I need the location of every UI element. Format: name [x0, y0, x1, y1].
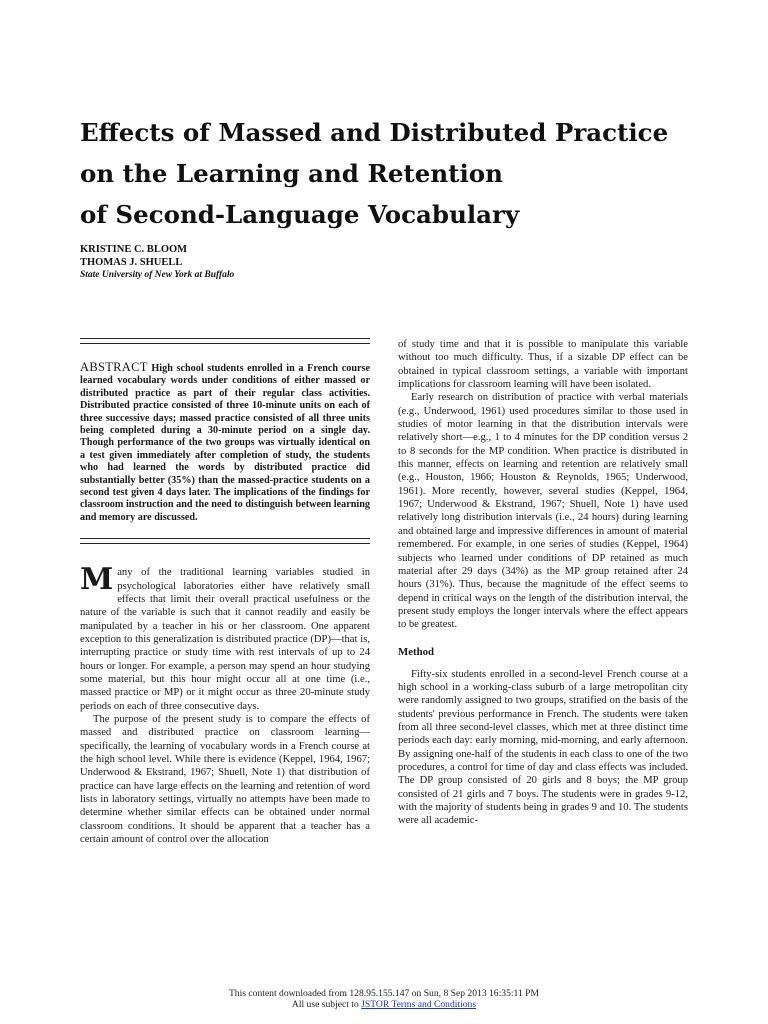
body-paragraph: of study time and that it is possible to manipulate this variable without too much difficulty. Thus, if a sizable DP effect can be obtained in typical classroom settings, a variable with important implications for classroom learning will have been isolated.	[398, 339, 688, 391]
terms-line	[0, 999, 768, 1010]
article-title	[80, 112, 720, 235]
abstract-top-rule	[80, 338, 370, 344]
body-paragraph: The purpose of the present study is to compare the effects of massed and distributed practice on classroom learning—specifically, the learning of vocabulary words in a French course at the high school level. While there is evidence (Keppel, 1964, 1967; Underwood & Ekstrand, 1967; Shuell, Note 1) that distribution of practice can have large effects on the learning and retention of word lists in laboratory settings, virtually no attempts have been made to determine whether similar effects can be obtained under normal classroom conditions. It should be apparent that a teacher has a certain amount of control over the allocation	[80, 714, 370, 846]
body-paragraph: Early research on distribution of practice with verbal materials (e.g., Underwood, 1961) used procedures similar to those used in studies of motor learning in that the distribution intervals were relatively short—e.g., 1 to 4 minutes for the DP condition versus 2 to 8 seconds for the MP condition. When practice is distributed in this manner, effects on learning and retention are relatively small (e.g., Houston, 1966; Houston & Reynolds, 1965; Underwood, 1961). More recently, however, several studies (Keppel, 1964, 1967; Underwood & Ekstrand, 1967; Shuell, Note 1) have used relatively long distribution intervals (i.e., 24 hours) during learning and obtained large and impressive differences in amount of material remembered. For example, in one series of studies (Keppel, 1964) subjects who learned under conditions of DP retained as much material after 29 days (34%) as the MP group retained after 24 hours (31%). Thus, because the magnitude of the effect seems to depend in critical ways on the length of the distribution interval, the present study employs the longer intervals where the effect appears to be greatest.	[398, 392, 688, 631]
download-notice: This content downloaded from 128.95.155.147 on Sun, 8 Sep 2013 16:35:11 PM	[228, 988, 540, 999]
abstract-label: ABSTRACT	[80, 360, 148, 374]
title-line-1: Effects of Massed and Distributed Practice	[80, 118, 669, 147]
left-body-text	[80, 562, 370, 846]
title-line-2: on the Learning and Retention	[80, 159, 503, 188]
author-name: KRISTINE C. BLOOM	[80, 244, 188, 255]
drop-cap: M	[80, 562, 114, 598]
download-footer	[0, 988, 768, 1010]
intro-paragraph	[80, 562, 370, 713]
right-body-text	[398, 338, 688, 828]
author-block	[80, 244, 234, 282]
author-name: THOMAS J. SHUELL	[80, 256, 183, 268]
title-line-3: of Second-Language Vocabulary	[80, 200, 520, 229]
section-heading-method: Method	[398, 645, 434, 658]
jstor-terms-link[interactable]: JSTOR Terms and Conditions	[361, 999, 477, 1010]
abstract	[80, 361, 370, 524]
right-column	[398, 338, 688, 828]
body-paragraph: Fifty-six students enrolled in a second-level French course at a high school in a working-class suburb of a large metropolitan city were randomly assigned to two groups, stratified on the basis of the students' previous performance in French. The students were taken from all three second-level classes, which met at three distinct time periods each day: early morning, mid-morning, and early afternoon. By assigning one-half of the students in each class to one of the two procedures, a control for time of day and class effects was included. The DP group consisted of 20 girls and 8 boys; the MP group consisted of 21 girls and 7 boys. The students were in grades 9-12, with the majority of students being in grades 9 and 10. The students were all academic-	[398, 668, 688, 827]
abstract-bottom-rule	[80, 538, 370, 544]
abstract-text: High school students enrolled in a French course learned vocabulary words under conditions of either massed or distributed practice as part of their regular class activities. Distributed practice consisted of three 10-minute units on each of three successive days; massed practice consisted of all three units being completed during a 30-minute period on a single day. Though performance of the two groups was virtually identical on a test given immediately after completion of study, the students who had learned the words by distributed practice did substantially better (35%) than the massed-practice students on a second test given 4 days later. The implications of the findings for classroom instruction and the need to distinguish between learning and memory are discussed.	[80, 363, 370, 523]
left-column	[80, 338, 370, 847]
intro-paragraph-text: any of the traditional learning variables studied in psychological laboratories either have relatively small effects that limit their overall practical usefulness or the nature of the variable is such that it cannot readily and easily be manipulated by a teacher in his or her classroom. One apparent exception to this generalization is distributed practice (DP)—that is, interrupting practice or study time with rest intervals of up to 24 hours or longer. For example, a person may spend an hour studying some material, but this hour might occur all at one time (i.e., massed practice or MP) or it might occur as three 20-minute study periods on each of three consecutive days.	[80, 567, 370, 712]
author-affiliation: State University of New York at Buffalo	[80, 270, 235, 280]
terms-prefix: All use subject to	[291, 999, 362, 1010]
